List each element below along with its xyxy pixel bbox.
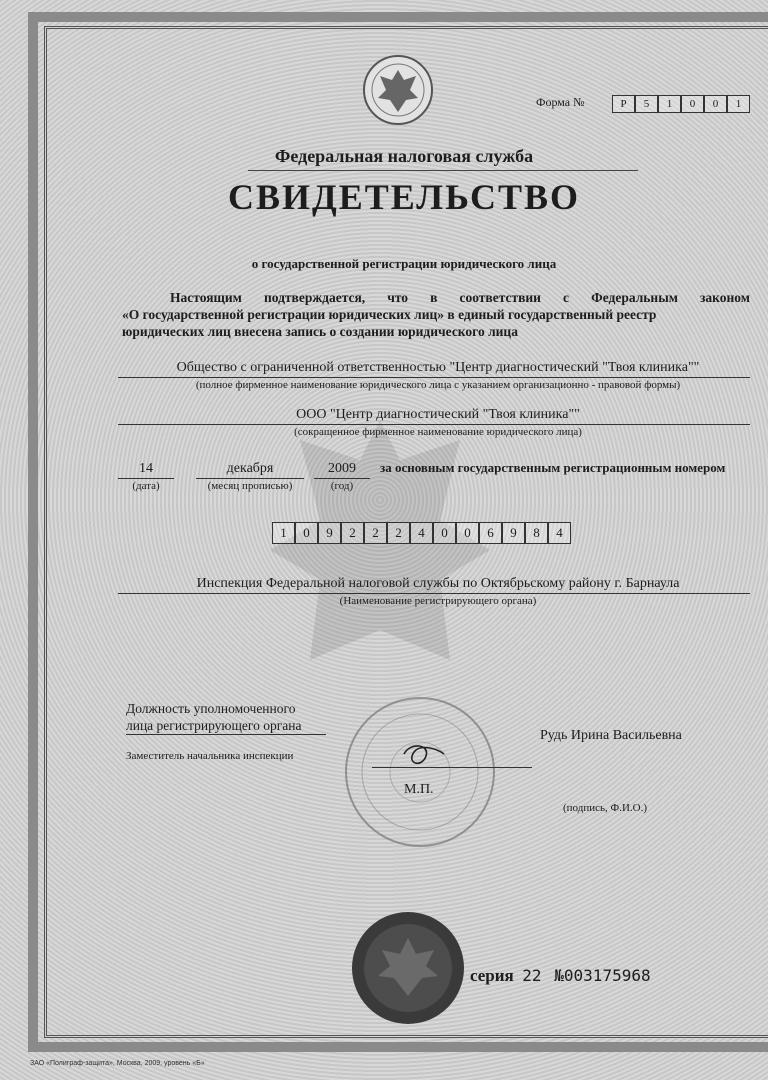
form-code-char: 1 [727, 95, 750, 113]
short-name-underline [118, 424, 750, 425]
intro-line-1 [122, 289, 750, 306]
coat-of-arms-watermark [250, 400, 510, 700]
printer-imprint: ЗАО «Полиграф-защита», Москва, 2009, уровень «Б» [30, 1060, 205, 1067]
fns-emblem-icon [360, 52, 436, 128]
form-code-char: 1 [658, 95, 681, 113]
position-label-line-2: лица регистрирующего органа [126, 718, 302, 733]
ogrn-digit: 4 [548, 522, 571, 544]
authority-hint: (Наименование регистрирующего органа) [339, 595, 537, 607]
intro-word: что [387, 290, 409, 305]
reg-day: 14 [139, 461, 153, 476]
document-title: СВИДЕТЕЛЬСТВО [227, 177, 581, 217]
position-label [126, 700, 301, 734]
agency-name: Федеральная налоговая служба [274, 146, 534, 166]
ogrn-digit: 4 [410, 522, 433, 544]
position-value: Заместитель начальника инспекции [126, 750, 294, 762]
intro-word: соответствии [459, 290, 541, 305]
intro-line-3: юридических лиц внесена запись о создании юридического лица [122, 324, 518, 339]
reg-month-underline [196, 478, 304, 479]
seal-place-label: М.П. [404, 782, 434, 797]
ogrn-digit: 2 [387, 522, 410, 544]
ogrn-digit: 2 [341, 522, 364, 544]
series-value: 22 [522, 966, 542, 985]
agency-underline [248, 170, 638, 171]
full-name-value: Общество с ограниченной ответственностью "Центр диагностический "Твоя клиника"" [176, 360, 700, 375]
short-name-hint: (сокращенное фирменное наименование юридического лица) [294, 426, 582, 438]
hologram-sticker-icon [350, 910, 466, 1026]
signer-name: Рудь Ирина Васильевна [540, 728, 682, 743]
intro-line-2: «О государственной регистрации юридических лиц» в единый государственный реестр [122, 307, 657, 322]
intro-word: Настоящим [170, 290, 242, 305]
intro-word: с [563, 290, 570, 305]
ogrn-digit: 0 [456, 522, 479, 544]
reg-day-underline [118, 478, 174, 479]
full-name-hint: (полное фирменное наименование юридического лица с указанием организационно - правовой формы) [195, 379, 681, 391]
form-code-char: 5 [635, 95, 658, 113]
signature-underline [372, 767, 532, 768]
intro-word: в [430, 290, 438, 305]
blank-number: 003175968 [563, 966, 651, 985]
full-name-underline [118, 377, 750, 378]
ogrn-digit: 2 [364, 522, 387, 544]
intro-word: подтверждается, [263, 290, 366, 305]
position-label-line-1: Должность уполномоченного [126, 701, 296, 716]
ogrn-digit: 8 [525, 522, 548, 544]
ogrn-number [272, 522, 571, 544]
series-label: серия [470, 966, 514, 985]
reg-year-hint: (год) [330, 480, 354, 492]
intro-paragraph [122, 289, 750, 340]
series-number [470, 966, 651, 986]
form-code [612, 95, 750, 113]
short-name-value: ООО "Центр диагностический "Твоя клиника"" [296, 407, 580, 422]
form-code-char: Р [612, 95, 635, 113]
authority-value: Инспекция Федеральной налоговой службы по Октябрьскому району г. Барнаула [196, 576, 680, 591]
ogrn-digit: 9 [502, 522, 525, 544]
document-subtitle: о государственной регистрации юридического лица [251, 256, 557, 271]
position-underline [126, 734, 326, 735]
intro-word: законом [700, 290, 750, 305]
form-code-char: 0 [704, 95, 727, 113]
stamp-seal-icon [340, 692, 500, 852]
ogrn-digit: 9 [318, 522, 341, 544]
reg-month: декабря [226, 461, 274, 476]
reg-year-underline [314, 478, 370, 479]
ogrn-label: за основным государственным регистрационным номером [380, 460, 726, 475]
ogrn-digit: 1 [272, 522, 295, 544]
ogrn-digit: 0 [433, 522, 456, 544]
form-code-char: 0 [681, 95, 704, 113]
reg-year: 2009 [328, 461, 356, 476]
authority-underline [118, 593, 750, 594]
ogrn-digit: 6 [479, 522, 502, 544]
intro-word: Федеральным [591, 290, 678, 305]
number-prefix: № [554, 966, 564, 985]
reg-month-hint: (месяц прописью) [207, 480, 293, 492]
signature-hint: (подпись, Ф.И.О.) [563, 802, 647, 814]
reg-day-hint: (дата) [132, 480, 160, 492]
form-label: Форма № [536, 95, 585, 109]
ogrn-digit: 0 [295, 522, 318, 544]
